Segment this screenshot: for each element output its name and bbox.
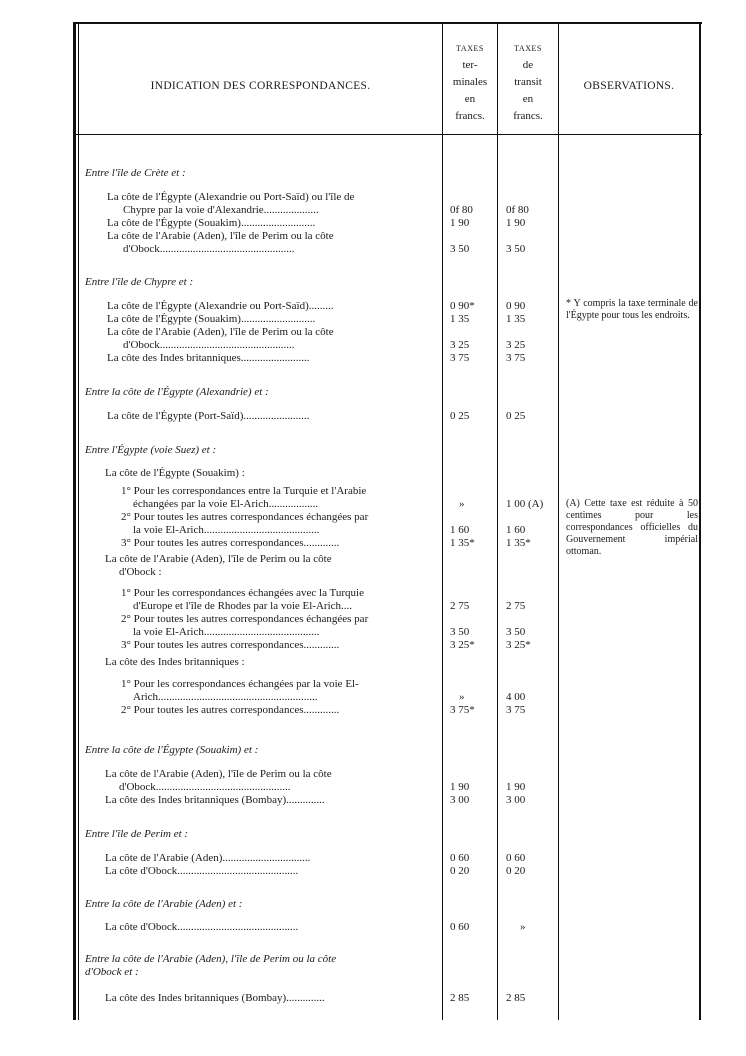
row-text: La côte d'Obock............................................ [105, 865, 299, 877]
col-divider-3 [558, 22, 559, 1020]
value-terminal: 3 00 [450, 794, 470, 806]
row-text: d'Europe et l'île de Rhodes par la voie El-Arich.... [133, 600, 353, 612]
row-text: La côte des Indes britanniques......................... [107, 352, 310, 364]
value-terminal: » [459, 691, 465, 703]
row-text: échangées par la voie El-Arich.................. [133, 498, 319, 510]
row-text: La côte des Indes britanniques (Bombay).............. [105, 794, 325, 806]
value-terminal: 3 75* [450, 704, 475, 716]
left-border [73, 22, 76, 1020]
value-terminal: 3 50 [450, 243, 470, 255]
value-transit: 4 00 [506, 691, 526, 703]
row-text: La côte de l'Égypte (Souakim)........................... [107, 217, 316, 229]
row-text: 2° Pour toutes les autres correspondances échangées par [121, 511, 369, 523]
section-title-chypre: Entre l'île de Chypre et : [85, 276, 194, 288]
row-text: La côte de l'Égypte (Alexandrie ou Port-Saïd) ou l'île de [107, 191, 355, 203]
observation-note: (A) Cette taxe est réduite à 50 centimes pour les correspondances officielles du Gouvernement impérial ottoman. [566, 498, 698, 557]
row-text: La côte de l'Arabie (Aden), l'île de Perim ou la côte [105, 768, 332, 780]
header-indication: INDICATION DES CORRESPONDANCES. [150, 80, 371, 92]
value-transit: 3 25 [506, 339, 526, 351]
section-title-aden-perim-obock: Entre la côte de l'Arabie (Aden), l'île de Perim ou la côte [85, 953, 337, 965]
value-transit: 3 50 [506, 626, 526, 638]
value-terminal: 1 90 [450, 781, 470, 793]
header-taxes-terminales: TAXES ter- minales en francs. [452, 44, 488, 122]
row-text: 2° Pour toutes les autres correspondances échangées par [121, 613, 369, 625]
subsection-title: La côte de l'Arabie (Aden), l'île de Perim ou la côte [105, 553, 332, 565]
value-transit: 0f 80 [506, 204, 529, 216]
row-text: la voie El-Arich.......................................... [133, 524, 320, 536]
value-terminal: 3 25 [450, 339, 470, 351]
row-text: la voie El-Arich.......................................... [133, 626, 320, 638]
col-divider-1 [442, 22, 443, 1020]
value-terminal: 0 90* [450, 300, 475, 312]
section-title-aden-perim-obock: d'Obock et : [85, 966, 139, 978]
value-terminal: 0 60 [450, 921, 470, 933]
row-text: 3° Pour toutes les autres correspondances............. [121, 639, 340, 651]
section-title-crete: Entre l'île de Crète et : [85, 167, 186, 179]
header-taxes-transit: TAXES de transit en francs. [513, 44, 543, 122]
row-text: La côte de l'Égypte (Port-Saïd)........................ [107, 410, 310, 422]
value-transit: 1 35 [506, 313, 526, 325]
row-text: 1° Pour les correspondances échangées par la voie El- [121, 678, 359, 690]
value-transit: 3 00 [506, 794, 526, 806]
value-terminal: 0f 80 [450, 204, 473, 216]
value-transit: 0 25 [506, 410, 526, 422]
value-terminal: 3 50 [450, 626, 470, 638]
value-terminal: 0 20 [450, 865, 470, 877]
row-text: La côte des Indes britanniques (Bombay).............. [105, 992, 325, 1004]
value-transit: 0 90 [506, 300, 526, 312]
value-transit: 2 85 [506, 992, 526, 1004]
row-text: 1° Pour les correspondances entre la Turquie et l'Arabie [121, 485, 367, 497]
subsection-title: d'Obock : [119, 566, 162, 578]
row-text: 1° Pour les correspondances échangées avec la Turquie [121, 587, 364, 599]
header-rule [73, 134, 702, 135]
section-title-aden: Entre la côte de l'Arabie (Aden) et : [85, 898, 243, 910]
value-transit: 3 25* [506, 639, 531, 651]
tariff-table [73, 22, 702, 1020]
row-text: La côte d'Obock............................................ [105, 921, 299, 933]
section-title-suez: Entre l'Égypte (voie Suez) et : [85, 444, 217, 456]
left-inner-border [78, 22, 79, 1020]
section-title-perim: Entre l'île de Perim et : [85, 828, 189, 840]
subsection-title: La côte de l'Égypte (Souakim) : [105, 467, 245, 479]
value-transit: 3 75 [506, 352, 526, 364]
row-text: Chypre par la voie d'Alexandrie.................... [123, 204, 319, 216]
row-text: 2° Pour toutes les autres correspondances............. [121, 704, 340, 716]
value-transit: 3 75 [506, 704, 526, 716]
value-transit: 1 00 (A) [506, 498, 544, 510]
value-transit: 1 35* [506, 537, 531, 549]
value-terminal: 2 75 [450, 600, 470, 612]
subsection-title: La côte des Indes britanniques : [105, 656, 245, 668]
value-transit: 1 60 [506, 524, 526, 536]
value-transit: 2 75 [506, 600, 526, 612]
value-transit: 1 90 [506, 781, 526, 793]
value-terminal: 0 25 [450, 410, 470, 422]
value-terminal: 2 85 [450, 992, 470, 1004]
row-text: Arich.......................................................... [133, 691, 318, 703]
row-text: La côte de l'Égypte (Alexandrie ou Port-Saïd)......... [107, 300, 334, 312]
value-transit: 0 20 [506, 865, 526, 877]
row-text: d'Obock................................................. [119, 781, 291, 793]
row-text: La côte de l'Arabie (Aden)................................ [105, 852, 311, 864]
col-divider-2 [497, 22, 498, 1020]
observation-note: * Y compris la taxe terminale de l'Égypte pour tous les endroits. [566, 298, 698, 321]
value-terminal: 1 90 [450, 217, 470, 229]
value-transit: 3 50 [506, 243, 526, 255]
row-text: La côte de l'Arabie (Aden), l'île de Perim ou la côte [107, 230, 334, 242]
row-text: d'Obock................................................. [123, 339, 295, 351]
right-border [699, 22, 701, 1020]
value-terminal: 1 35* [450, 537, 475, 549]
value-transit: 1 90 [506, 217, 526, 229]
value-terminal: 3 75 [450, 352, 470, 364]
value-transit: » [520, 921, 526, 933]
row-text: 3° Pour toutes les autres correspondances............. [121, 537, 340, 549]
row-text: La côte de l'Égypte (Souakim)........................... [107, 313, 316, 325]
row-text: La côte de l'Arabie (Aden), l'île de Perim ou la côte [107, 326, 334, 338]
value-terminal: 1 35 [450, 313, 470, 325]
value-terminal: 1 60 [450, 524, 470, 536]
row-text: d'Obock................................................. [123, 243, 295, 255]
header-observations: OBSERVATIONS. [583, 80, 675, 92]
value-terminal: » [459, 498, 465, 510]
value-transit: 0 60 [506, 852, 526, 864]
section-title-souakim: Entre la côte de l'Égypte (Souakim) et : [85, 744, 259, 756]
value-terminal: 0 60 [450, 852, 470, 864]
section-title-alexandrie: Entre la côte de l'Égypte (Alexandrie) et : [85, 386, 269, 398]
top-border [73, 22, 702, 24]
value-terminal: 3 25* [450, 639, 475, 651]
